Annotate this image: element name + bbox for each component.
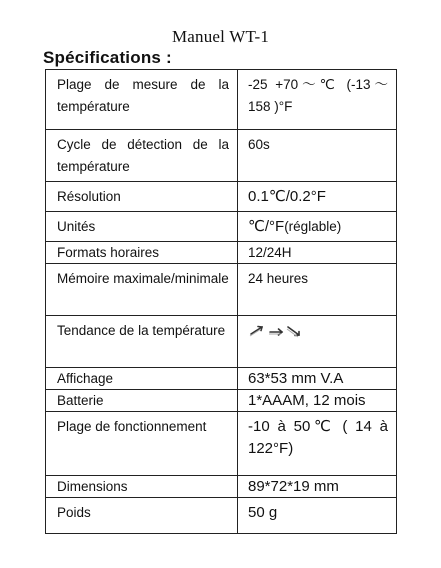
page-header: Manuel WT-1 bbox=[171, 27, 270, 46]
spec-label: Tendance de la température bbox=[46, 316, 238, 368]
spec-value: 12/24H bbox=[238, 242, 397, 264]
spec-label: Mémoire maximale/minimale bbox=[46, 264, 238, 316]
table-row bbox=[46, 412, 397, 476]
table-row bbox=[46, 316, 397, 368]
table-row bbox=[46, 368, 397, 390]
spec-label: Unités bbox=[46, 212, 238, 242]
spec-value: -25 +70～℃ (-13～ 158 )°F bbox=[238, 70, 397, 130]
spec-value: 1*AAAM, 12 mois bbox=[238, 390, 397, 412]
table-row bbox=[46, 212, 397, 242]
spec-value: 60s bbox=[238, 130, 397, 182]
table-row bbox=[46, 498, 397, 534]
spec-value bbox=[238, 212, 397, 242]
table-row bbox=[46, 130, 397, 182]
table-row bbox=[46, 70, 397, 130]
spec-label: Formats horaires bbox=[46, 242, 238, 264]
spec-value: 0.1℃/0.2°F bbox=[238, 182, 397, 212]
table-row bbox=[46, 476, 397, 498]
units-value: ℃/°F bbox=[248, 218, 285, 235]
spec-label: Dimensions bbox=[46, 476, 238, 498]
spec-label: Plage de fonctionnement bbox=[46, 412, 238, 476]
trend-arrows-icon bbox=[248, 322, 308, 347]
spec-label: Batterie bbox=[46, 390, 238, 412]
spec-value: 50 g bbox=[238, 498, 397, 534]
section-title: Spécifications : bbox=[43, 48, 172, 67]
spec-label: Affichage bbox=[46, 368, 238, 390]
table-row bbox=[46, 264, 397, 316]
spec-value: 24 heures bbox=[238, 264, 397, 316]
table-row bbox=[46, 182, 397, 212]
spec-label: Résolution bbox=[46, 182, 238, 212]
table-row bbox=[46, 242, 397, 264]
spec-value: 63*53 mm V.A bbox=[238, 368, 397, 390]
table-row bbox=[46, 390, 397, 412]
specifications-table bbox=[45, 69, 397, 534]
units-suffix: (réglable) bbox=[284, 219, 342, 234]
spec-value: -10 à 50℃ ( 14 à 122°F) bbox=[238, 412, 397, 476]
spec-label: Cycle de détection de la température bbox=[46, 130, 238, 182]
spec-label: Poids bbox=[46, 498, 238, 534]
spec-value bbox=[238, 316, 397, 368]
spec-label: Plage de mesure de la température bbox=[46, 70, 238, 130]
spec-value: 89*72*19 mm bbox=[238, 476, 397, 498]
